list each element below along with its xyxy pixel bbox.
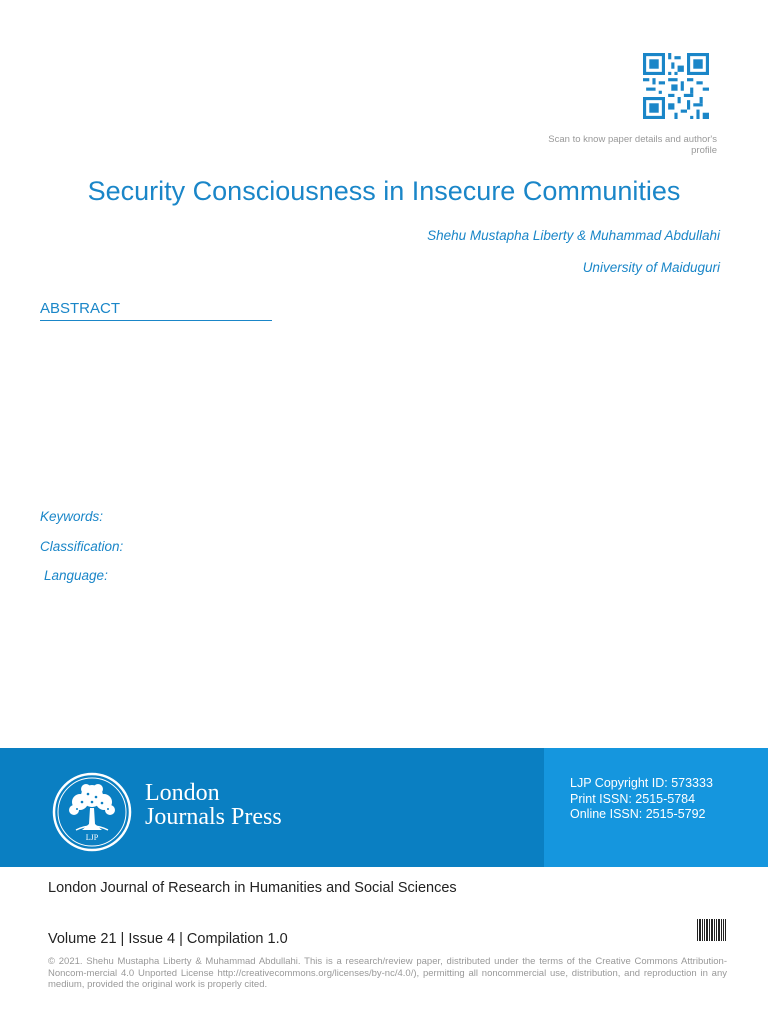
license-text: © 2021. Shehu Mustapha Liberty & Muhammad Abdullahi. This is a research/review paper, distributed under the terms of the Creative Commons Attribution-Noncom-mercial 4.0 Unported License http://creativecommons.org/licenses/by-nc/4.0/), permitting all noncommercial use, distribution, and reproduction in any medium, provided the original work is properly cited. bbox=[48, 956, 727, 990]
print-issn: Print ISSN: 2515-5784 bbox=[570, 791, 696, 806]
publisher-name-line2: Journals Press bbox=[145, 804, 282, 830]
logo-lettering: LJP bbox=[85, 833, 99, 842]
volume-issue-line: Volume 21 | Issue 4 | Compilation 1.0 bbox=[48, 931, 288, 947]
publisher-ids bbox=[570, 776, 713, 823]
paper-authors: Shehu Mustapha Liberty & Muhammad Abdullahi bbox=[427, 228, 720, 243]
journal-name: London Journal of Research in Humanities and Social Sciences bbox=[48, 880, 457, 896]
paper-title: Security Consciousness in Insecure Communities bbox=[87, 176, 681, 206]
qr-code-icon[interactable] bbox=[641, 53, 711, 119]
barcode-icon bbox=[697, 919, 726, 941]
publisher-ids-panel bbox=[544, 748, 768, 867]
online-issn: Online ISSN: 2515-5792 bbox=[570, 807, 706, 821]
copyright-id: LJP Copyright ID: 573333 bbox=[570, 776, 713, 790]
classification-label: Classification: bbox=[40, 539, 124, 554]
qr-caption: Scan to know paper details and author's profile bbox=[548, 134, 717, 156]
publisher-banner bbox=[0, 748, 768, 867]
publisher-name-line1: London bbox=[145, 780, 220, 806]
abstract-heading: ABSTRACT bbox=[40, 300, 272, 321]
keywords-label: Keywords: bbox=[40, 509, 104, 524]
publisher-name bbox=[145, 781, 282, 829]
author-affiliation: University of Maiduguri bbox=[582, 260, 720, 275]
tree-logo-icon bbox=[52, 772, 132, 852]
language-label: Language: bbox=[44, 568, 108, 583]
